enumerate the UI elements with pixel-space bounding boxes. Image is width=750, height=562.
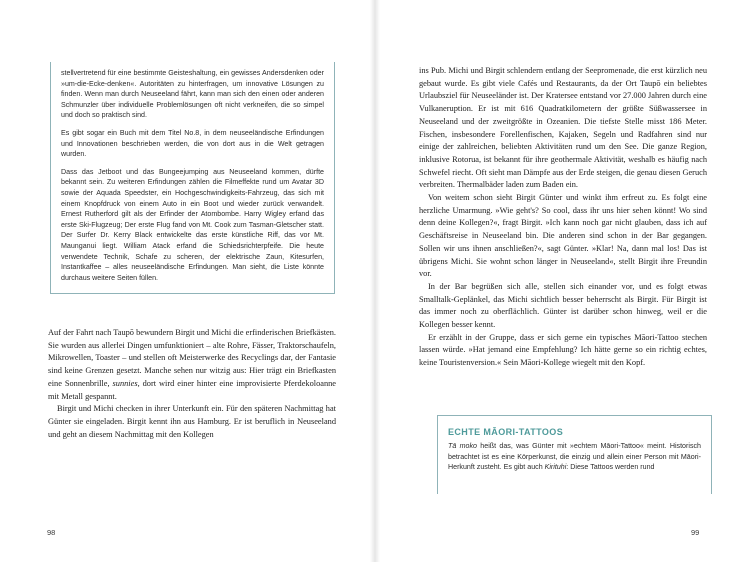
body-paragraph: Von weitem schon sieht Birgit Günter und winkt ihm erfreut zu. Es folgt eine herzliche Umarmung. »Wie geht's? So cool, dass ihr uns hier sehen könnt! Wo sind denn deine Kollegen?«, fragt Birgit. »Ich kann noch gar nicht glauben, dass ich auf Geschäftsreise in Neuseeland bin. Die anderen sind schon in der Bar gegangen. Sollen wir uns ihnen anschließen?«, sagt Günter. »Klar! Na, dann mal los! Das ist übrigens Michi. Sie wohnt schon länger in Neuseeland«, stellt Birgit ihre Freundin vor. — [419, 193, 707, 279]
left-body-text — [48, 327, 336, 441]
page-number-right: 99 — [691, 528, 700, 537]
body-paragraph: Birgit und Michi checken in ihrer Unterkunft ein. Für den späteren Nachmittag hat Günter sie eingeladen. Birgit kennt ihn aus Hamburg. Er ist beruflich in Neuseeland und geht an diesem Nachmittag mit den Kollegen — [48, 404, 336, 439]
box-title: ECHTE MĀORI-TATTOOS — [448, 427, 564, 437]
box-paragraph: Es gibt sogar ein Buch mit dem Titel No.8, in dem neuseeländische Erfindungen und Innovationen beschrieben werden, die von dort aus in die Welt getragen wurden. — [61, 128, 324, 159]
body-paragraph: Auf der Fahrt nach Taupō bewundern Birgit und Michi die erfinderischen Briefkästen. Sie wurden aus allerlei Dingen umfunktioniert – alte Rohre, Fässer, Traktorschaufeln, Mikrowellen, Toaster – und stellen oft Meisterwerke des Recyclings dar, der Fantasie sind keine Grenzen gesetzt. Manche sehen nur witzig aus: Hier trägt ein Briefkasten eine Sonnenbrille, sunnies, dort wird einer hinter eine improvisierte Pferdekoloanne mit Metall gespannt. — [48, 328, 336, 401]
box-paragraph: Dass das Jetboot und das Bungeejumping aus Neuseeland kommen, dürfte bekannt sein. Zu weiteren Erfindungen zählen die Filmeffekte rund um Avatar 3D sowie der Aquada Speedster, ein Hochgeschwindigkeits-Fahrzeug, das sich mit einem Knopfdruck von einem Auto in ein Boot und wieder zurück verwandelt. Ernest Rutherford gilt als der Erfinder der Atombombe. Harry Wigley erfand das erste Ski-Flugzeug; Der erste Flug fand von Mt. Cook zum Tasman-Gletscher statt. Der Surfer Dr. Kerry Black entwickelte das erste künstliche Riff, das vor Mt. Maunganui liegt. William Atack erfand die Schiedsrichterpfeife. Die heute verwendete Technik, Schafe zu scheren, der elektrische Zaun, Kitesurfen, Instantkaffee – alles neuseeländische Erfindungen. Man sieht, die Liste könnte durchaus weitere Seiten füllen. — [61, 167, 324, 282]
body-paragraph: ins Pub. Michi und Birgit schlendern entlang der Seepromenade, die erst kürzlich neu gebaut wurde. Es gibt viele Cafés und Restaurants, da der Ort Taupō ein beliebtes Urlaubsziel für Neuseeländer ist. Der Kratersee entstand vor 27.000 Jahren durch eine Vulkaneruption. Er ist mit 616 Quadratkilometern der größte Süßwassersee in Neuseeland und der zweitgrößte in Ozeanien. Die tiefste Stelle misst 186 Meter. Fischen, insbesondere Forellenfischen, Kajaken, Segeln und Radfahren sind nur einige der zahlreichen, beliebten Aktivitäten rund um den See. Die ganze Region, inklusive Rotorua, ist bekannt für ihre geothermale Aktivität, weshalb es häufig nach Schwefel riecht. Oft sieht man Dämpfe aus der Erde steigen, die genau diesen Geruch verbreiten. Thermalbäder laden zum Baden ein. — [419, 66, 707, 190]
box-paragraph: stellvertretend für eine bestimmte Geisteshaltung, ein gewisses Andersdenken oder »um-die-Ecke-denken«. Autoritäten zu hinterfragen, um innovative Lösungen zu finden. Wenn man durch Neuseeland fährt, kann man sich den einen oder anderen Schmunzler über individuelle Problemlösungen oft nicht verkneifen, die so simpel und doch so praktisch sind. — [61, 69, 324, 120]
body-paragraph: Er erzählt in der Gruppe, dass er sich gerne ein typisches Māori-Tattoo stechen lassen würde. »Hat jemand eine Empfehlung? Ich hätte gerne so ein richtig echtes, keine Touristenversion.« Sein Māori-Kollege wiegelt mit den Kopf. — [419, 332, 707, 368]
page-number-left: 98 — [47, 528, 56, 537]
info-box-maori-tattoos — [437, 415, 712, 494]
emphasis: Tā moko — [448, 442, 477, 450]
box-paragraph: Tā moko heißt das, was Günter mit »echtem Māori-Tattoo« meint. Historisch betrachtet ist es eine Körperkunst, die einzig und allein einer Person mit Māori-Herkunft zusteht. Es gibt auch Kirituhi: Diese Tattoos werden rund — [448, 442, 701, 472]
emphasis: Kirituhi — [544, 463, 567, 472]
right-body-text — [419, 65, 707, 370]
info-box-inventions — [50, 62, 335, 294]
right-page — [375, 0, 750, 562]
emphasis: sunnies — [112, 378, 138, 388]
body-paragraph: In der Bar begrüßen sich alle, stellen sich einander vor, und es folgt etwas Smalltalk-Geplänkel, das Michi sichtlich besser beherrscht als Birgit. Für Birgit ist das immer noch zu oberflächlich. Günter ist darüber schon hinweg, weil er die Kollegen besser kennt. — [419, 281, 707, 330]
